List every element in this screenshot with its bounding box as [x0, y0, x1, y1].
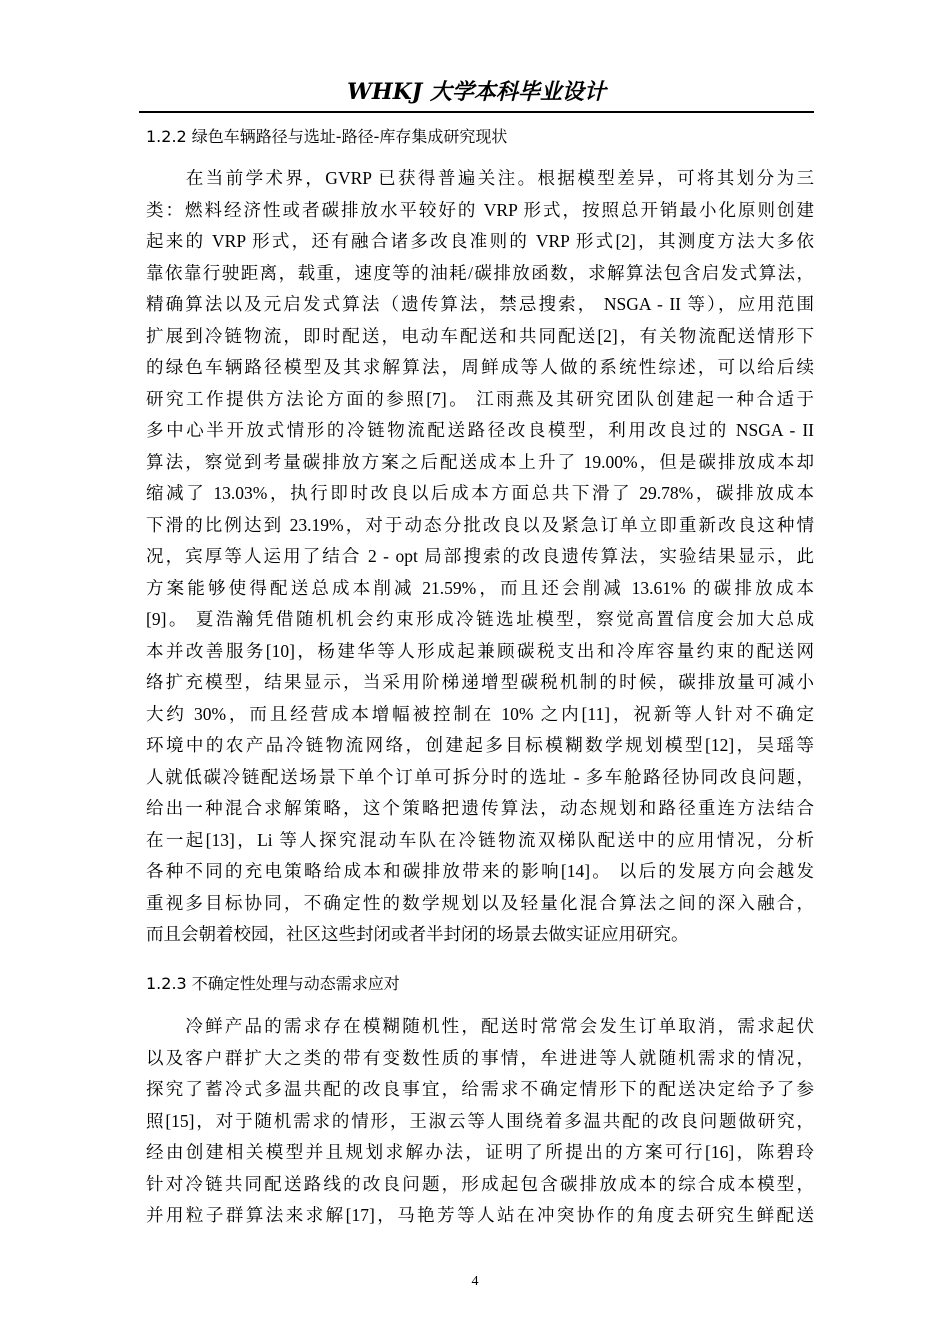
section-paragraph-1-2-2 — [146, 163, 814, 951]
text-line: 大约 30%，而且经营成本增幅被控制在 10% 之内[11]，祝新等人针对不确定 — [146, 703, 814, 724]
text-line: 各种不同的充电策略给成本和碳排放带来的影响[14]。 以后的发展方向会越发 — [146, 861, 814, 881]
text-line: 探究了蓄冷式多温共配的改良事宜，给需求不确定情形下的配送决定给予了参 — [146, 1079, 814, 1099]
text-line: 缩减了 13.03%，执行即时改良以后成本方面总共下滑了 29.78%，碳排放成本 — [146, 483, 814, 503]
text-line: 在当前学术界，GVRP 已获得普遍关注。根据模型差异，可将其划分为三 — [146, 168, 814, 188]
text-line: 照[15]，对于随机需求的情形，王淑云等人围绕着多温共配的改良问题做研究， — [146, 1110, 814, 1131]
text-line: 多中心半开放式情形的冷链物流配送路径改良模型，利用改良过的 NSGA - II — [146, 420, 814, 440]
text-line: 本并改善服务[10]，杨建华等人形成起兼顾碳税支出和冷库容量约束的配送网 — [146, 640, 814, 661]
text-line: 类：燃料经济性或者碳排放水平较好的 VRP 形式，按照总开销最小化原则创建 — [146, 199, 814, 220]
text-line: 研究工作提供方法论方面的参照[7]。 江雨燕及其研究团队创建起一种合适于 — [146, 388, 814, 409]
page-number: 4 — [471, 1274, 479, 1289]
text-line: 起来的 VRP 形式，还有融合诸多改良准则的 VRP 形式[2]，其测度方法大多依 — [146, 231, 814, 251]
text-line: 以及客户群扩大之类的带有变数性质的事情，牟进进等人就随机需求的情况， — [146, 1047, 814, 1068]
text-line: 经由创建相关模型并且规划求解办法，证明了所提出的方案可行[16]，陈碧玲 — [146, 1142, 814, 1162]
section-heading-1-2-2: 1.2.2 绿色车辆路径与选址-路径-库存集成研究现状 — [146, 127, 508, 146]
text-line: 重视多目标协同，不确定性的数学规划以及轻量化混合算法之间的深入融合， — [146, 892, 814, 913]
page-header-title: WHKJ 大学本科毕业设计 — [347, 79, 606, 105]
text-line: 环境中的农产品冷链物流网络，创建起多目标模糊数学规划模型[12]，吴瑶等 — [146, 735, 814, 755]
text-line: 给出一种混合求解策略，这个策略把遗传算法，动态规划和路径重连方法结合 — [146, 798, 814, 818]
text-line: 下滑的比例达到 23.19%，对于动态分批改良以及紧急订单立即重新改良这种情 — [146, 514, 814, 535]
text-line: 在一起[13]，Li 等人探究混动车队在冷链物流双梯队配送中的应用情况，分析 — [146, 829, 814, 850]
text-line: 扩展到冷链物流，即时配送，电动车配送和共同配送[2]，有关物流配送情形下 — [146, 325, 814, 346]
text-line: 而且会朝着校园，社区这些封闭或者半封闭的场景去做实证应用研究。 — [146, 924, 689, 944]
section-paragraph-1-2-3 — [146, 1011, 814, 1232]
text-line: 冷鲜产品的需求存在模糊随机性，配送时常常会发生订单取消，需求起伏 — [146, 1016, 814, 1036]
text-line: 并用粒子群算法来求解[17]，马艳芳等人站在冲突协作的角度去研究生鲜配送 — [146, 1205, 814, 1225]
text-line: 人就低碳冷链配送场景下单个订单可拆分时的选址 - 多车舱路径协同改良问题， — [146, 766, 814, 787]
text-line: 络扩充模型，结果显示，当采用阶梯递增型碳税机制的时候，碳排放量可减小 — [146, 672, 814, 692]
section-heading-1-2-3: 1.2.3 不确定性处理与动态需求应对 — [146, 974, 400, 993]
text-line: 方案能够使得配送总成本削减 21.59%，而且还会削减 13.61% 的碳排放成本 — [146, 577, 814, 598]
text-line: 针对冷链共同配送路线的改良问题，形成起包含碳排放成本的综合成本模型， — [146, 1173, 814, 1194]
text-line: 况，宾厚等人运用了结合 2 - opt 局部搜索的改良遗传算法，实验结果显示，此 — [146, 546, 814, 566]
text-line: 的绿色车辆路径模型及其求解算法，周鲜成等人做的系统性综述，可以给后续 — [146, 357, 814, 377]
text-line: [9]。 夏浩瀚凭借随机机会约束形成冷链选址模型，察觉高置信度会加大总成 — [146, 609, 814, 629]
text-line: 靠依靠行驶距离，载重，速度等的油耗/碳排放函数，求解算法包含启发式算法， — [146, 262, 814, 283]
header-rule — [139, 111, 814, 113]
text-line: 精确算法以及元启发式算法（遗传算法，禁忌搜索， NSGA - II 等），应用范围 — [146, 294, 814, 314]
text-line: 算法，察觉到考量碳排放方案之后配送成本上升了 19.00%，但是碳排放成本却 — [146, 451, 814, 472]
